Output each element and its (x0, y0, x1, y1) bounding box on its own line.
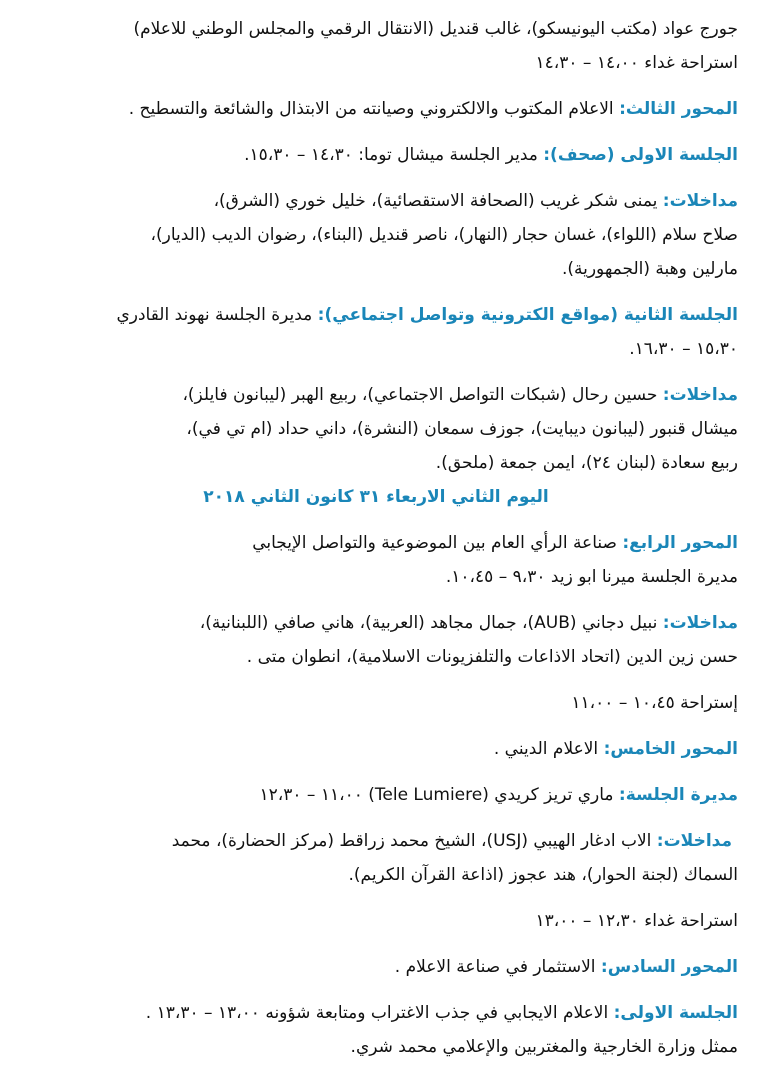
text-line (14, 252, 738, 286)
block-interventions-3 (14, 606, 738, 674)
text-line (14, 184, 738, 218)
section-label: مداخلات: (656, 831, 732, 851)
spacer (14, 892, 738, 904)
spacer (14, 366, 738, 378)
block-axis-three (14, 92, 738, 126)
line-text: الاب ادغار الهيبي (USJ)، الشيخ محمد زراقط (مركز الحضارة)، محمد (171, 831, 657, 851)
section-label: الجلسة الثانية (مواقع الكترونية وتواصل اجتماعي): (317, 305, 738, 325)
text-line (14, 446, 738, 480)
block-axis-four (14, 526, 738, 594)
line-text: مديرة الجلسة ميرنا ابو زيد ٩،٣٠ – ١٠،٤٥. (445, 567, 738, 587)
text-line (14, 904, 738, 938)
text-line (14, 412, 738, 446)
text-line (14, 378, 738, 412)
text-line (14, 950, 738, 984)
text-line (14, 858, 738, 892)
line-text: حسين رحال (شبكات التواصل الاجتماعي)، ربيع الهبر (ليبانون فايلز)، (182, 385, 663, 405)
block-break-2 (14, 904, 738, 938)
block-axis-six (14, 950, 738, 984)
text-line (14, 606, 738, 640)
line-text: جورج عواد (مكتب اليونيسكو)، غالب قنديل (الانتقال الرقمي والمجلس الوطني للاعلام) (133, 19, 738, 39)
text-line (14, 138, 738, 172)
line-text: الاعلام الايجابي في جذب الاغتراب ومتابعة شؤونه ١٣،٠٠ – ١٣،٣٠ . (145, 1003, 614, 1023)
line-text: ميشال قنبور (ليبانون ديبايت)، جوزف سمعان (النشرة)، داني حداد (ام تي في)، (186, 419, 738, 439)
spacer (14, 674, 738, 686)
line-text: الاعلام الديني . (493, 739, 604, 759)
block-session-one-axis-six (14, 996, 738, 1064)
text-line (14, 640, 738, 674)
block-speakers-continued (14, 12, 738, 80)
line-text: مديرة الجلسة نهوند القادري (116, 305, 318, 325)
spacer (14, 286, 738, 298)
section-label: مداخلات: (662, 191, 738, 211)
day-heading: اليوم الثاني الاربعاء ٣١ كانون الثاني ٢٠١٨ (203, 487, 549, 507)
line-text: ربيع سعادة (لبنان ٢٤)، ايمن جمعة (ملحق). (435, 453, 738, 473)
line-text: ممثل وزارة الخارجية والمغتربين والإعلامي محمد شري. (350, 1037, 738, 1057)
line-text: يمنى شكر غريب (الصحافة الاستقصائية)، خليل خوري (الشرق)، (213, 191, 663, 211)
line-text: السماك (لجنة الحوار)، هند عجوز (اذاعة القرآن الكريم). (348, 865, 738, 885)
line-text: استراحة غداء ١٢،٣٠ – ١٣،٠٠ (535, 911, 738, 931)
section-label: مديرة الجلسة: (618, 785, 738, 805)
text-line (14, 778, 738, 812)
line-text: نبيل دجاني (AUB)، جمال مجاهد (العربية)، هاني صافي (اللبنانية)، (199, 613, 663, 633)
text-line (14, 526, 738, 560)
section-label: الجلسة الاولى (صحف): (543, 145, 738, 165)
spacer (14, 594, 738, 606)
block-session-two (14, 298, 738, 366)
line-text: حسن زين الدين (اتحاد الاذاعات والتلفزيونات الاسلامية)، انطوان متى . (246, 647, 738, 667)
spacer (14, 720, 738, 732)
spacer (14, 812, 738, 824)
line-text: الاستثمار في صناعة الاعلام . (394, 957, 601, 977)
spacer (14, 766, 738, 778)
block-break-1 (14, 686, 738, 720)
spacer (14, 984, 738, 996)
block-axis-five (14, 732, 738, 766)
section-label: المحور السادس: (600, 957, 738, 977)
line-text: مارلين وهبة (الجمهورية). (561, 259, 738, 279)
section-label: المحور الرابع: (622, 533, 738, 553)
text-line (14, 332, 738, 366)
text-line (14, 560, 738, 594)
line-text: الاعلام المكتوب والالكتروني وصيانته من الابتذال والشائعة والتسطيح . (128, 99, 620, 119)
block-interventions-2 (14, 378, 738, 480)
spacer (14, 80, 738, 92)
line-text: إستراحة ١٠،٤٥ – ١١،٠٠ (571, 693, 738, 713)
line-text: مدير الجلسة ميشال توما: ١٤،٣٠ – ١٥،٣٠. (244, 145, 544, 165)
spacer (14, 172, 738, 184)
text-line (14, 12, 738, 46)
section-label: الجلسة الاولى: (613, 1003, 738, 1023)
section-label: المحور الخامس: (603, 739, 738, 759)
text-line (14, 298, 738, 332)
line-text: استراحة غداء ١٤،٠٠ – ١٤،٣٠ (535, 53, 738, 73)
section-label: المحور الثالث: (619, 99, 738, 119)
section-label: مداخلات: (662, 385, 738, 405)
section-label: مداخلات: (662, 613, 738, 633)
spacer (14, 938, 738, 950)
text-line (14, 732, 738, 766)
line-text: صلاح سلام (اللواء)، غسان حجار (النهار)، ناصر قنديل (البناء)، رضوان الديب (الديار)، (150, 225, 738, 245)
block-interventions-4 (14, 824, 738, 892)
text-line (14, 92, 738, 126)
block-session-one (14, 138, 738, 172)
text-line (14, 686, 738, 720)
line-text: ١٥،٣٠ – ١٦،٣٠. (629, 339, 738, 359)
text-line (14, 218, 738, 252)
spacer (14, 126, 738, 138)
text-line (14, 824, 738, 858)
text-line (14, 996, 738, 1030)
line-text: ماري تريز كريدي (Tele Lumiere) ١١،٠٠ – ١٢،٣٠ (259, 785, 619, 805)
block-interventions-1 (14, 184, 738, 286)
text-line (14, 1030, 738, 1064)
text-line (14, 46, 738, 80)
block-session-moderator (14, 778, 738, 812)
spacer (14, 514, 738, 526)
line-text: صناعة الرأي العام بين الموضوعية والتواصل الإيجابي (252, 533, 623, 553)
